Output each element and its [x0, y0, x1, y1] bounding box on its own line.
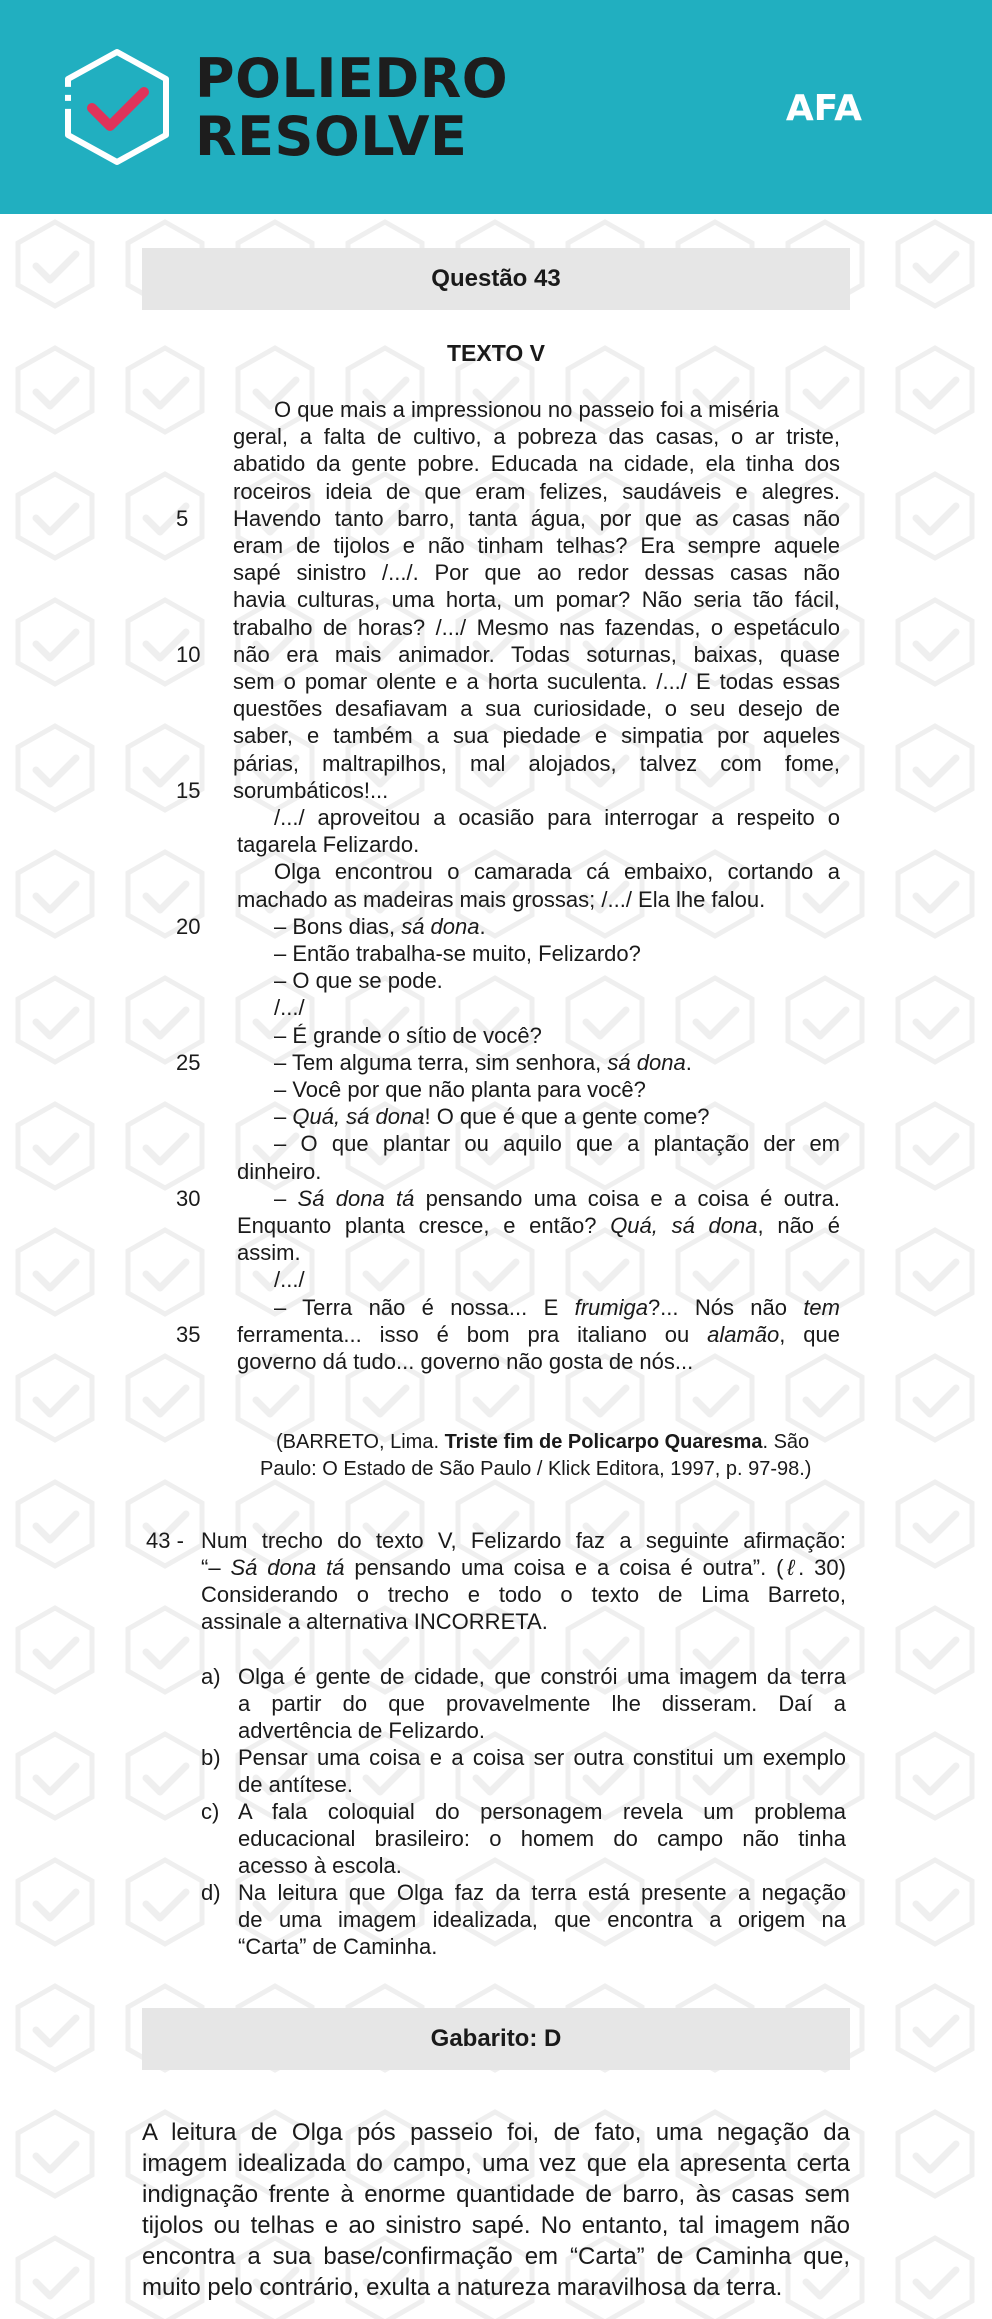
passage-line: /.../ aproveitou a ocasião para interrogar a respeito o: [274, 805, 840, 830]
passage-line: sapé sinistro /.../. Por que ao redor dessas casas não: [233, 560, 840, 586]
passage-line: ferramenta... isso é bom pra italiano ou alamão, que: [237, 1321, 840, 1347]
question-title-bar: [142, 248, 850, 310]
passage-line: não era mais animador. Todas soturnas, baixas, quase: [233, 641, 840, 667]
line-number: 30: [176, 1185, 201, 1211]
line-number: 35: [176, 1321, 201, 1347]
option-text: acesso à escola.: [238, 1853, 402, 1878]
passage-line: – Terra não é nossa... E frumiga?... Nós não tem: [274, 1294, 840, 1320]
question-line: “– Sá dona tá pensando uma coisa e a coisa é outra”. (ℓ. 30): [201, 1555, 846, 1580]
option-letter: b): [201, 1745, 221, 1770]
line-number: 10: [176, 641, 201, 667]
option-letter: c): [201, 1799, 220, 1824]
passage-line: – Tem alguma terra, sim senhora, sá dona.: [274, 1049, 692, 1075]
passage-line: governo dá tudo... governo não gosta de nós...: [237, 1349, 694, 1374]
passage-line: saber, e também a sua piedade e simpatia por aqueles: [233, 723, 840, 749]
passage-line: tagarela Felizardo.: [237, 832, 420, 858]
answer-line: A leitura de Olga pós passeio foi, de fato, uma negação da: [142, 2119, 850, 2146]
passage-line: – Quá, sá dona! O que é que a gente come?: [274, 1104, 710, 1130]
option-text: de uma imagem idealizada, que encontra a origem na: [238, 1907, 846, 1932]
question-line: Considerando o trecho e todo o texto de Lima Barreto,: [201, 1582, 846, 1607]
option-letter: a): [201, 1664, 221, 1689]
option-text: Na leitura que Olga faz da terra está presente a negação: [238, 1880, 846, 1905]
passage-line: Havendo tanto barro, tanta água, por que as casas não: [233, 505, 840, 531]
passage-line: sem o pomar olente e a horta suculenta. /.../ E todas essas: [233, 669, 840, 694]
gabarito-label: Gabarito: D: [430, 2025, 562, 2052]
brand-line-1: POLIEDRO: [195, 47, 509, 110]
passage-line: – Bons dias, sá dona.: [274, 913, 486, 939]
passage-line: questões desafiavam a sua curiosidade, o seu desejo de: [233, 696, 840, 722]
brand-line-2: RESOLVE: [195, 105, 468, 168]
answer-line: tijolos ou telhas e ao sinistro sapé. No entanto, tal imagem não: [142, 2212, 850, 2239]
passage-line: Olga encontrou o camarada cá embaixo, cortando a: [274, 859, 840, 885]
option-text: educacional brasileiro: o homem do campo não tinha: [238, 1826, 846, 1851]
source-line-2: Paulo: O Estado de São Paulo / Klick Editora, 1997, p. 97-98.): [260, 1458, 812, 1480]
line-number: 25: [176, 1049, 201, 1075]
passage-line: havia culturas, uma horta, um pomar? Não seria tão fácil,: [233, 587, 840, 613]
passage-line: – O que se pode.: [274, 968, 443, 994]
passage-line: – O que plantar ou aquilo que a plantação der em: [274, 1131, 840, 1157]
source-book-title: Triste fim de Policarpo Quaresma: [444, 1431, 763, 1453]
question-title: Questão 43: [431, 265, 561, 292]
passage-line: sorumbáticos!...: [233, 777, 389, 803]
line-number: 15: [176, 777, 201, 803]
line-number: 5: [176, 505, 189, 531]
question-number: 43 -: [146, 1528, 184, 1553]
option-text: a partir do que provavelmente lhe disseram. Daí a: [238, 1691, 846, 1716]
passage-line: trabalho de horas? /.../ Mesmo nas fazendas, o espetáculo: [233, 614, 840, 640]
passage-line: dinheiro.: [237, 1158, 322, 1184]
passage-line: /.../: [274, 995, 305, 1021]
passage-line: geral, a falta de cultivo, a pobreza das casas, o ar triste,: [233, 424, 840, 450]
passage-line: eram de tijolos e não tinham telhas? Era sempre aquele: [233, 533, 840, 558]
passage-line: assim.: [237, 1240, 301, 1266]
passage-line: machado as madeiras mais grossas; /.../ Ela lhe falou.: [237, 886, 766, 912]
passage-line: párias, maltrapilhos, mal alojados, talvez com fome,: [233, 750, 840, 776]
option-text: advertência de Felizardo.: [238, 1718, 486, 1743]
option-text: “Carta” de Caminha.: [238, 1934, 438, 1959]
exam-label: AFA: [785, 88, 862, 129]
option-text: Olga é gente de cidade, que constrói uma imagem da terra: [238, 1664, 846, 1689]
question-line: Num trecho do texto V, Felizardo faz a seguinte afirmação:: [201, 1528, 846, 1553]
answer-line: muito pelo contrário, exulta a natureza maravilhosa da terra.: [142, 2274, 783, 2301]
passage-line: O que mais a impressionou no passeio foi a miséria: [274, 397, 780, 422]
gabarito-bar: [142, 2008, 850, 2070]
answer-line: imagem idealizada do campo, uma vez que ela apresenta certa: [142, 2150, 850, 2177]
source-pre: (BARRETO, Lima.: [276, 1431, 445, 1453]
source-line-1: [276, 1429, 809, 1455]
text-title: TEXTO V: [447, 340, 545, 366]
option-text: A fala coloquial do personagem revela um problema: [238, 1799, 846, 1824]
passage-line: – Então trabalha-se muito, Felizardo?: [274, 941, 641, 966]
passage-line: /.../: [274, 1267, 305, 1293]
option-text: Pensar uma coisa e a coisa ser outra constitui um exemplo: [238, 1745, 846, 1770]
source-post: . São: [762, 1431, 810, 1453]
passage-line: roceiros ideia de que eram felizes, saudáveis e alegres.: [233, 478, 840, 504]
option-letter: d): [201, 1880, 221, 1905]
passage-line: Enquanto planta cresce, e então? Quá, sá dona, não é: [237, 1213, 840, 1238]
option-text: de antítese.: [238, 1772, 353, 1797]
passage-line: – Sá dona tá pensando uma coisa e a coisa é outra.: [274, 1185, 840, 1211]
answer-line: indignação frente à enorme quantidade de barro, às casas sem: [142, 2181, 850, 2208]
passage-line: – Você por que não planta para você?: [274, 1077, 646, 1102]
passage-line: abatido da gente pobre. Educada na cidade, ela tinha dos: [233, 451, 840, 477]
question-line: assinale a alternativa INCORRETA.: [201, 1609, 548, 1634]
answer-line: encontra a sua base/confirmação em “Carta” de Caminha que,: [142, 2243, 850, 2270]
passage-line: – É grande o sítio de você?: [274, 1022, 542, 1048]
line-number: 20: [176, 913, 201, 939]
